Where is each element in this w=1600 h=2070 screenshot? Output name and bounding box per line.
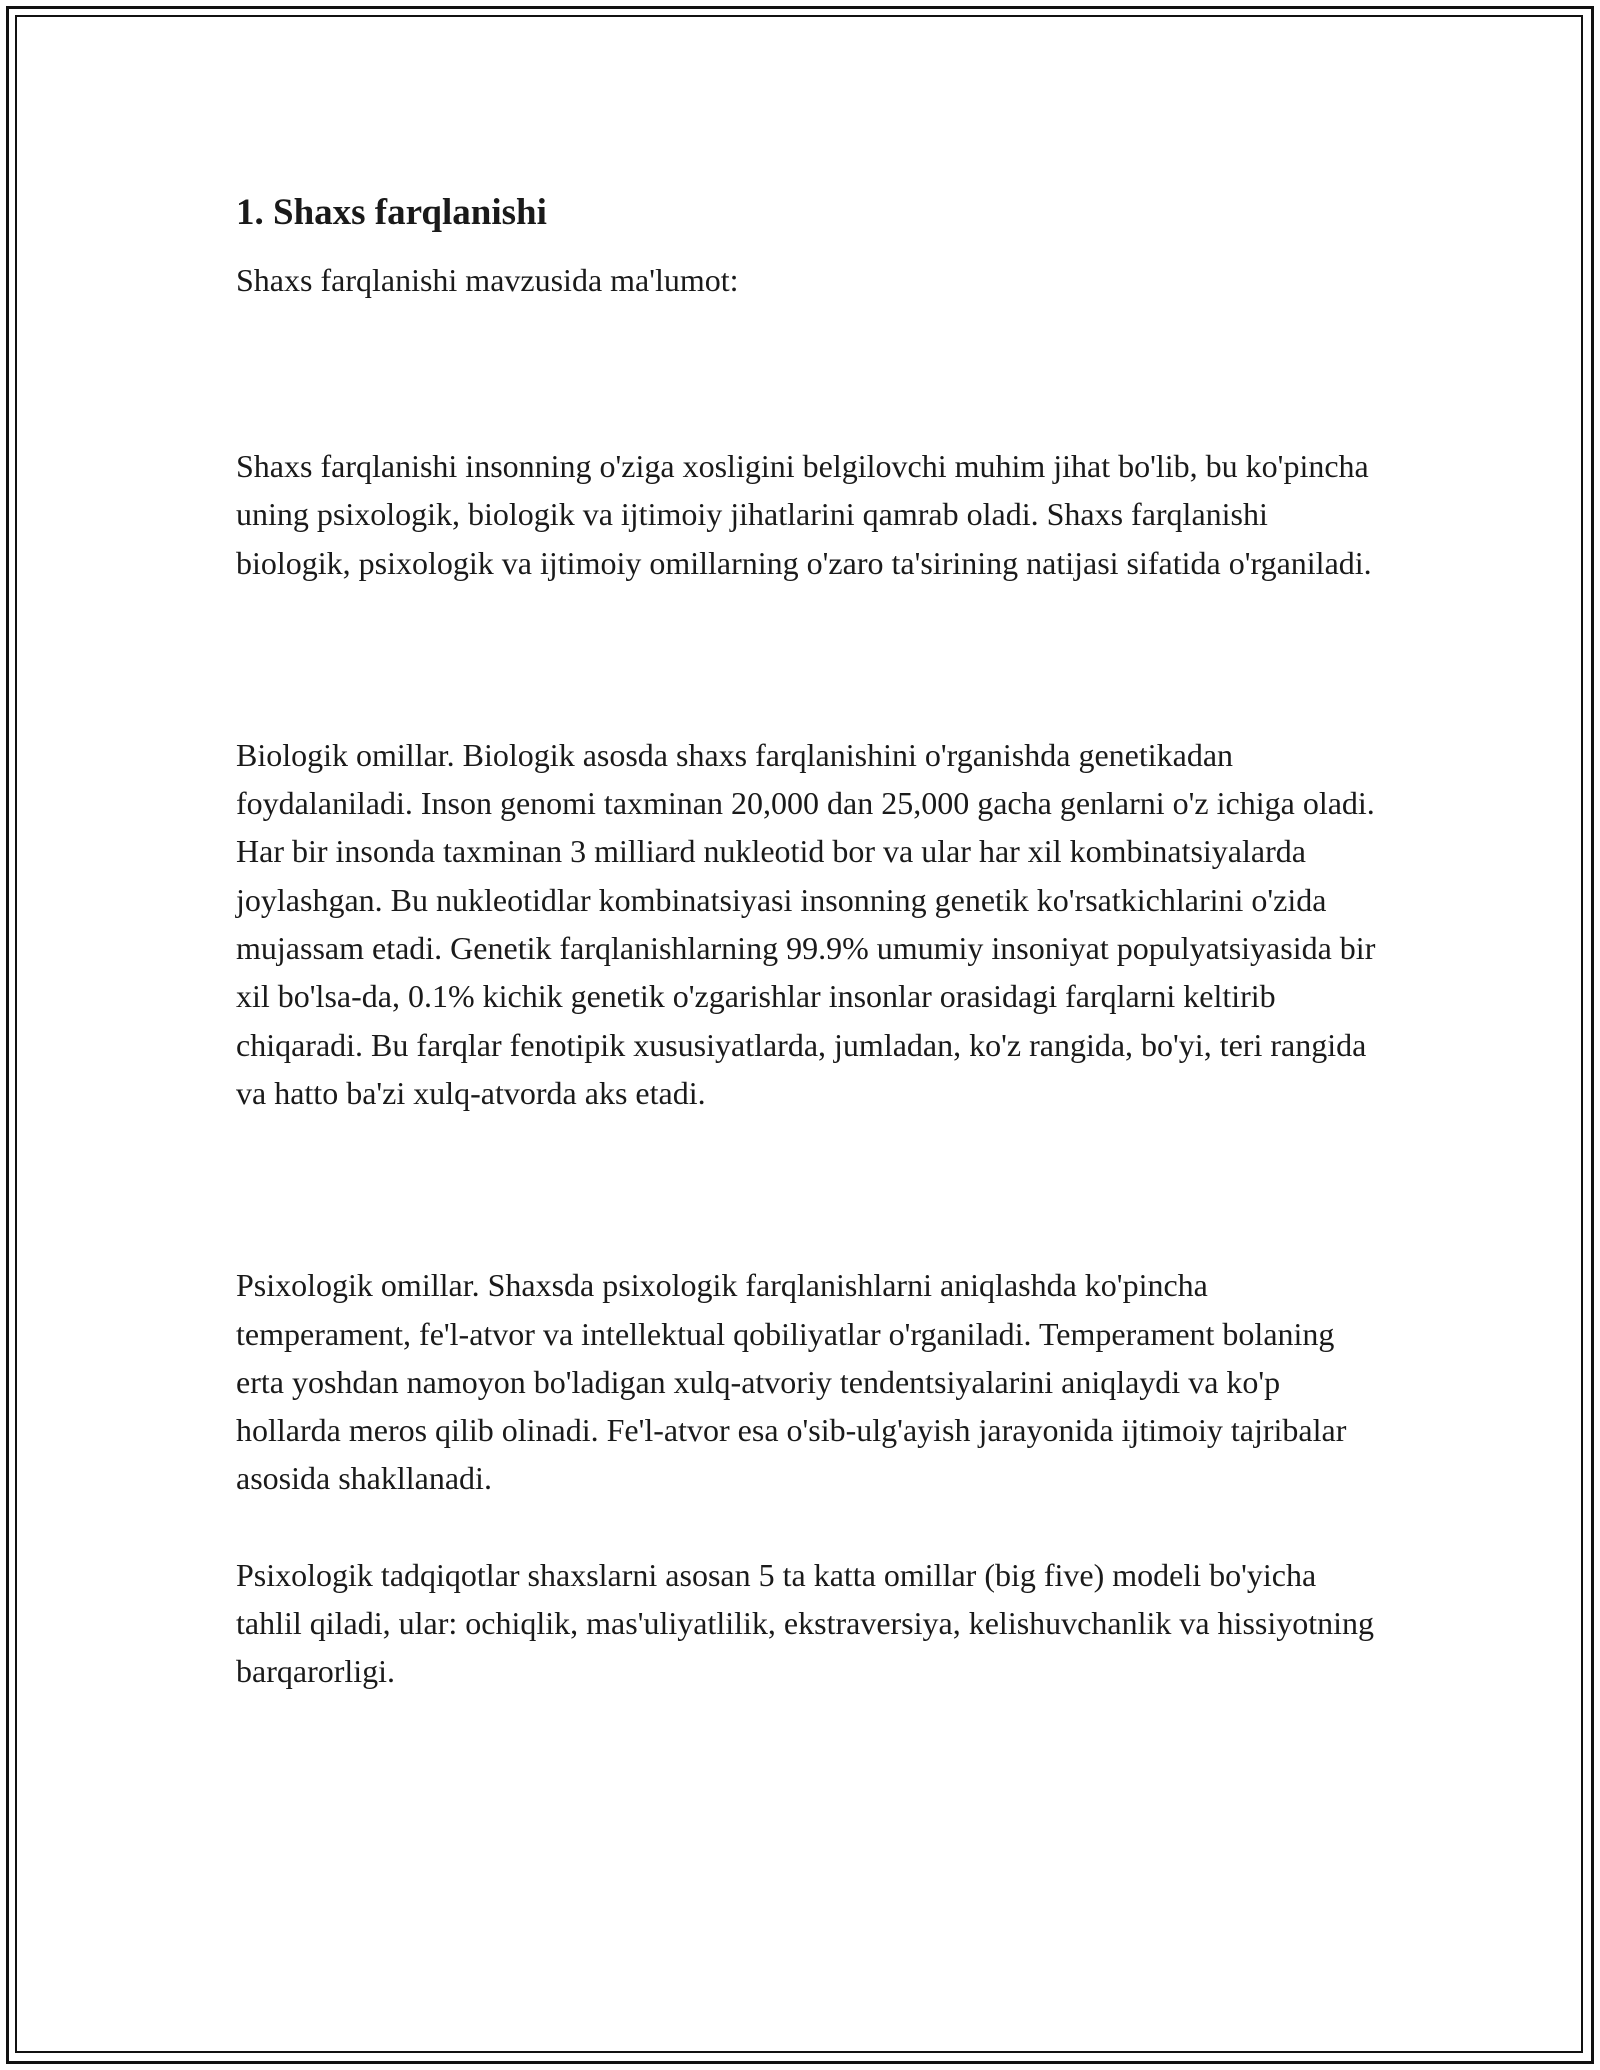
document-body [236, 188, 1376, 1696]
intro-paragraph: Shaxs farqlanishi mavzusida ma'lumot: [236, 262, 739, 298]
paragraph-psychological-factors: Psixologik omillar. Shaxsda psixologik farqlanishlarni aniqlashda ko'pincha temperament, fe'l-atvor va intellektual qobiliyatlar o'rganiladi. Temperament bolaning erta yoshdan namoyon bo'ladigan xulq-atvoriy tendentsiyalarini aniqlaydi va ko'p hollarda meros qilib olinadi. Fe'l-atvor esa o'sib-ulg'ayish jarayonida ijtimoiy tajribalar asosida shakllanadi. [236, 1267, 1347, 1497]
paragraph-overview: Shaxs farqlanishi insonning o'ziga xosligini belgilovchi muhim jihat bo'lib, bu ko'pincha uning psixologik, biologik va ijtimoiy jihatlarini qamrab oladi. Shaxs farqlanishi biologik, psixologik va ijtimoiy omillarning o'zaro ta'sirining natijasi sifatida o'rganiladi. [236, 448, 1372, 581]
paragraph-big-five: Psixologik tadqiqotlar shaxslarni asosan 5 ta katta omillar (big five) modeli bo'yicha tahlil qiladi, ular: ochiqlik, mas'uliyatlilik, ekstraversiya, kelishuvchanlik va hissiyotning barqarorligi. [236, 1556, 1375, 1690]
paragraph-biological-factors: Biologik omillar. Biologik asosda shaxs farqlanishini o'rganishda genetikadan foydalaniladi. Inson genomi taxminan 20,000 dan 25,000 gacha genlarni o'z ichiga oladi. Har bir insonda taxminan 3 milliard nukleotid bor va ular har xil kombinatsiyalarda joylashgan. Bu nukleotidlar kombinatsiyasi insonning genetik ko'rsatkichlarini o'zida mujassam etadi. Genetik farqlanishlarning 99.9% umumiy insoniyat populyatsiyasida bir xil bo'lsa-da, 0.1% kichik genetik o'zgarishlar insonlar orasidagi farqlarni keltirib chiqaradi. Bu farqlar fenotipik xususiyatlarda, jumladan, ko'z rangida, bo'yi, teri rangida va hatto ba'zi xulq-atvorda aks etadi. [236, 736, 1376, 1111]
document-title: 1. Shaxs farqlanishi [236, 192, 547, 233]
